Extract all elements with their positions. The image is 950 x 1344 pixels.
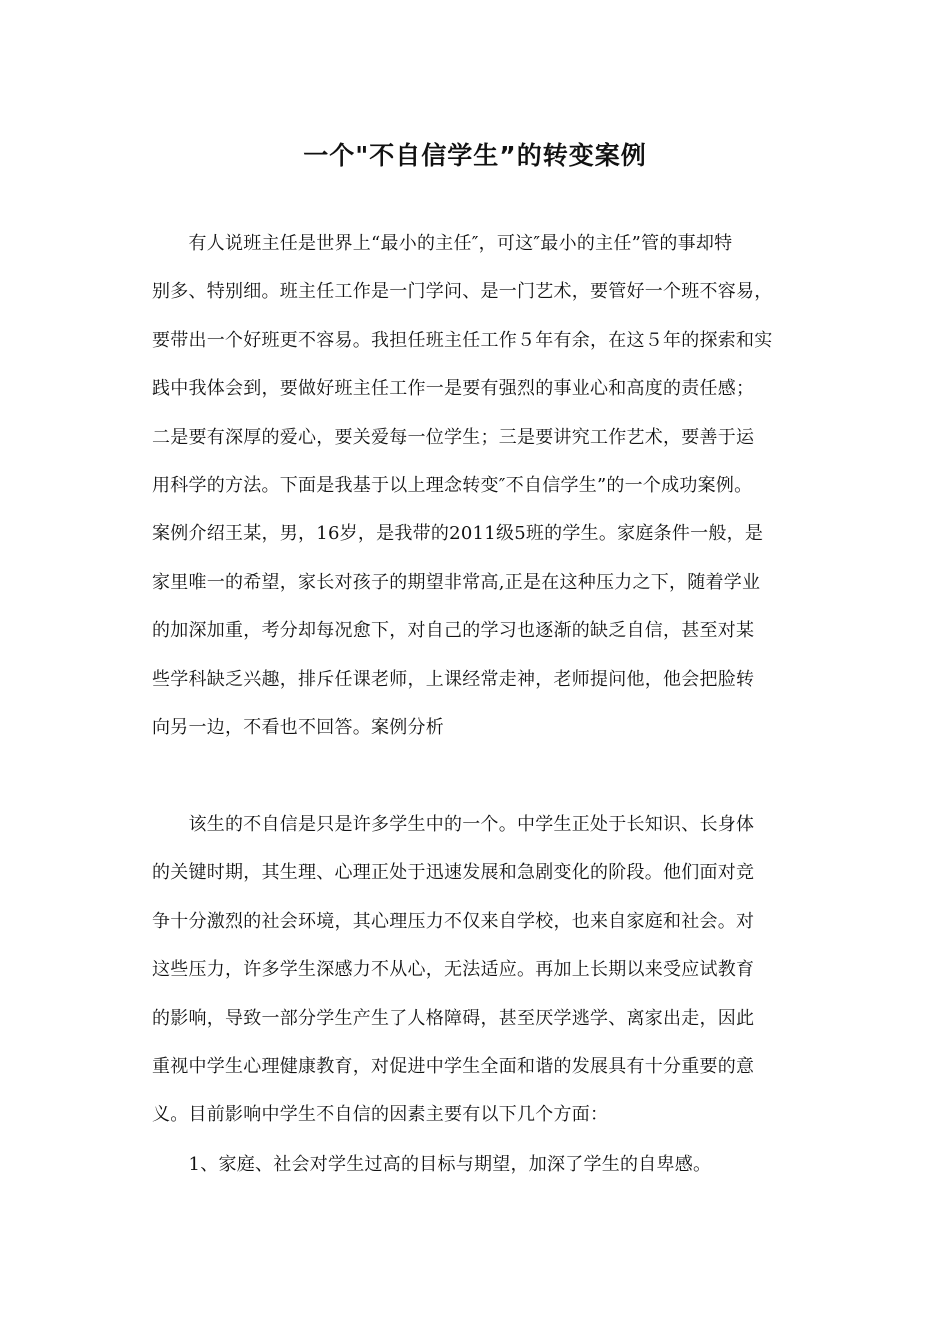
paragraph-factor-1 xyxy=(152,1141,812,1189)
paragraph-line: 家里唯一的希望，家长对孩子的期望非常高,正是在这种压力之下，随着学业 xyxy=(152,571,761,593)
paragraph-line: 的关键时期，其生理、心理正处于迅速发展和急剧变化的阶段。他们面对竞 xyxy=(152,862,755,884)
paragraph-line: 1、家庭、社会对学生过高的目标与期望，加深了学生的自卑感。 xyxy=(152,1154,712,1175)
paragraph-line: 的加深加重，考分却每况愈下，对自己的学习也逐渐的缺乏自信，甚至对某 xyxy=(152,620,755,642)
paragraph-line: 案例介绍王某，男，16岁，是我带的2011级5班的学生。家庭条件一般，是 xyxy=(152,523,764,545)
paragraph-line: 该生的不自信是只是许多学生中的一个。中学生正处于长知识、长身体 xyxy=(152,814,755,835)
paragraph-line: 重视中学生心理健康教育，对促进中学生全面和谐的发展具有十分重要的意 xyxy=(152,1055,755,1077)
paragraph-introduction xyxy=(152,220,812,752)
paragraph-line: 义。目前影响中学生不自信的因素主要有以下几个方面： xyxy=(152,1104,609,1126)
paragraph-line: 些学科缺乏兴趣，排斥任课老师，上课经常走神，老师提问他，他会把脸转 xyxy=(152,668,755,690)
paragraph-line: 向另一边，不看也不回答。案例分析 xyxy=(152,716,444,738)
paragraph-line: 要带出一个好班更不容易。我担任班主任工作５年有余，在这５年的探索和实 xyxy=(152,329,773,351)
paragraph-line: 践中我体会到，要做好班主任工作一是要有强烈的事业心和高度的责任感； xyxy=(152,378,755,400)
paragraph-analysis xyxy=(152,801,812,1140)
paragraph-line: 争十分激烈的社会环境，其心理压力不仅来自学校，也来自家庭和社会。对 xyxy=(152,910,755,932)
document-title: 一个"不自信学生”的转变案例 xyxy=(303,141,647,170)
paragraph-line: 有人说班主任是世界上“最小的主任″，可这″最小的主任”管的事却特 xyxy=(152,233,733,254)
paragraph-line: 别多、特别细。班主任工作是一门学问、是一门艺术，要管好一个班不容易， xyxy=(152,281,773,303)
paragraph-line: 二是要有深厚的爱心，要关爱每一位学生；三是要讲究工作艺术，要善于运 xyxy=(152,426,755,448)
paragraph-line: 用科学的方法。下面是我基于以上理念转变″不自信学生”的一个成功案例。 xyxy=(152,474,753,496)
paragraph-line: 这些压力，许多学生深感力不从心，无法适应。再加上长期以来受应试教育 xyxy=(152,959,755,981)
paragraph-line: 的影响，导致一部分学生产生了人格障碍，甚至厌学逃学、离家出走，因此 xyxy=(152,1007,755,1029)
